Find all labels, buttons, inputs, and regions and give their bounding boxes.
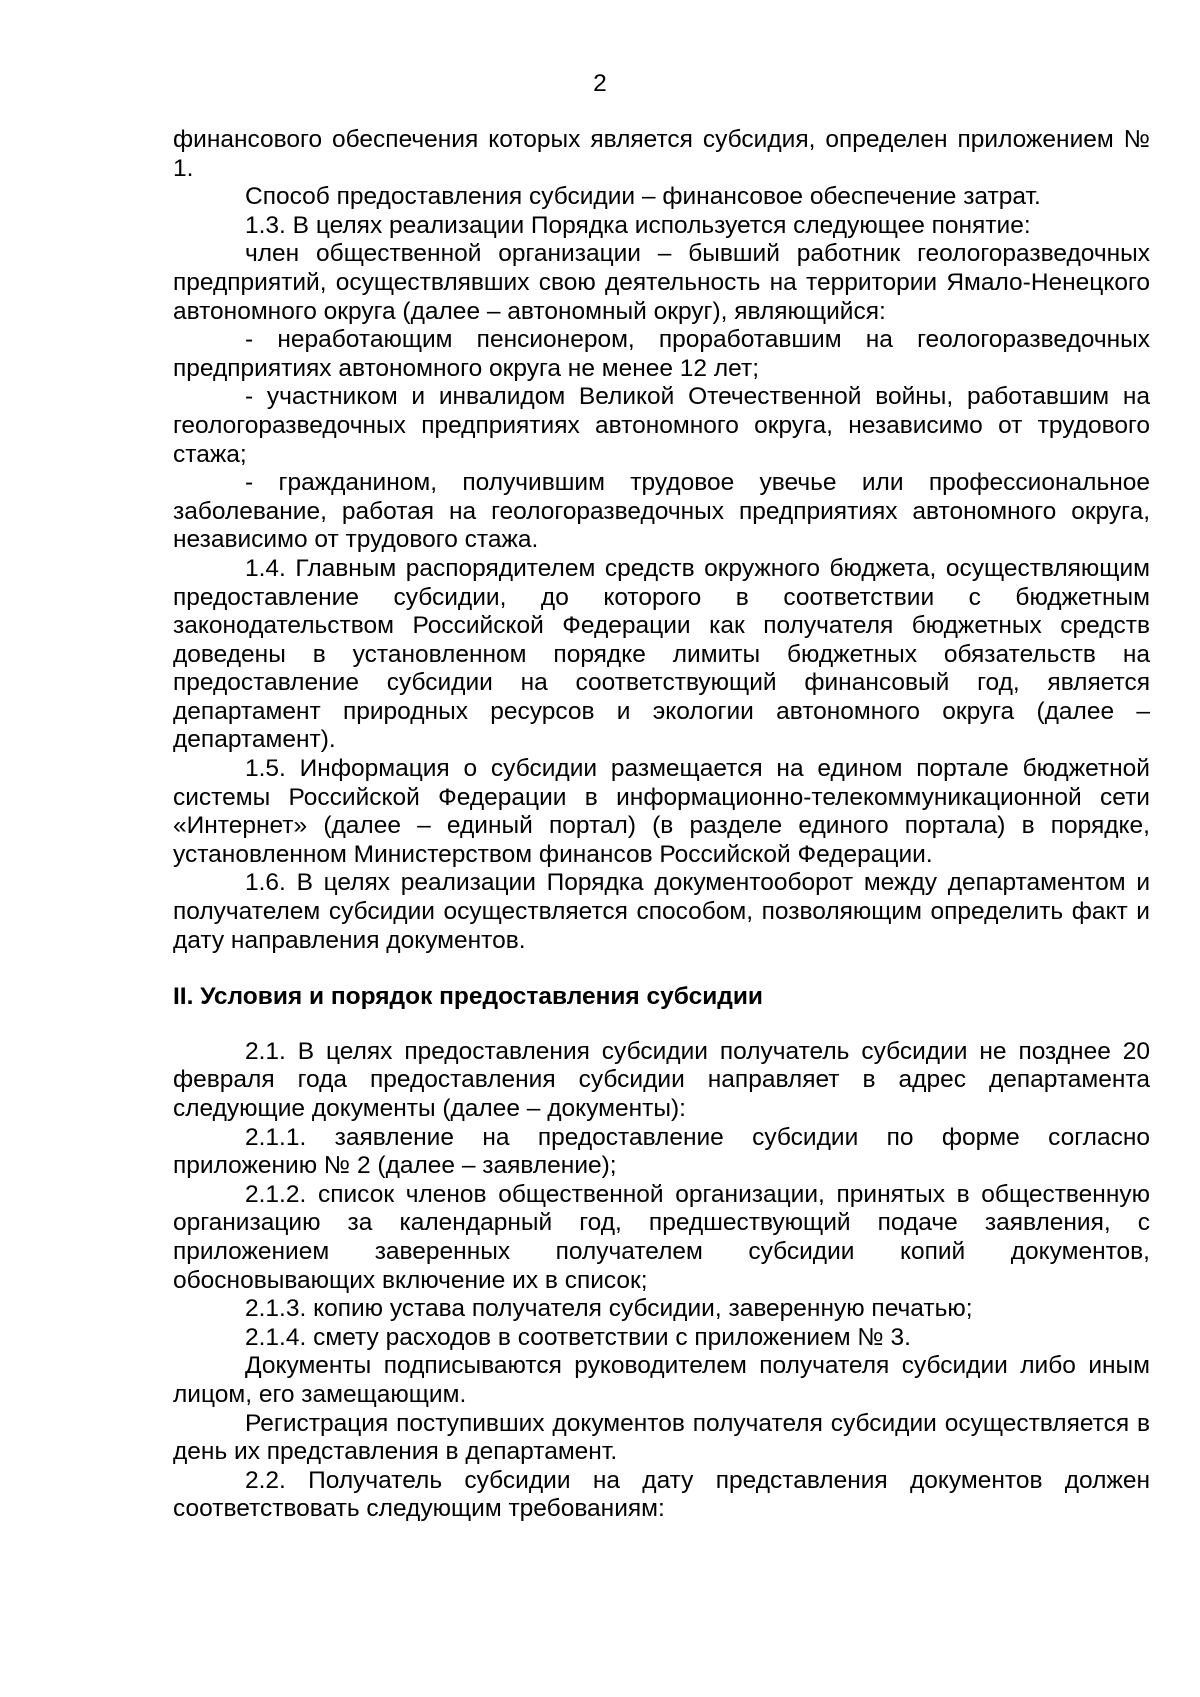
paragraph-2-1: 2.1. В целях предоставления субсидии получатель субсидии не позднее 20 февраля года предоставления субсидии направляет в адрес департамента следующие документы (далее – документы):	[173, 1037, 1150, 1122]
section-heading: II. Условия и порядок предоставления субсидии	[173, 983, 763, 1011]
paragraph-2-1-3: 2.1.3. копию устава получателя субсидии, заверенную печатью;	[245, 1295, 973, 1323]
paragraph-2-1-1: 2.1.1. заявление на предоставление субсидии по форме согласно приложению № 2 (далее – заявление);	[173, 1123, 1150, 1180]
document-body	[173, 126, 1150, 1524]
paragraph-member-definition: член общественной организации – бывший работник геологоразведочных предприятий, осуществлявших свою деятельность на территории Ямало-Ненецкого автономного округа (далее – автономный округ), являющийся:	[173, 240, 1150, 325]
page-number: 2	[593, 70, 607, 97]
paragraph-continuation: финансового обеспечения которых является субсидия, определен приложением № 1.	[173, 126, 1150, 182]
paragraph-1-5: 1.5. Информация о субсидии размещается на едином портале бюджетной системы Российской Федерации в информационно-телекоммуникационной сети «Интернет» (далее – единый портал) (в разделе единого портала) в порядке, установленном Министерством финансов Российской Федерации.	[173, 755, 1150, 868]
paragraph-2-1-2: 2.1.2. список членов общественной организации, принятых в общественную организацию за календарный год, предшествующий подаче заявления, с приложением заверенных получателем субсидии копий документов, обосновывающих включение их в список;	[173, 1180, 1150, 1294]
paragraph-1-4: 1.4. Главным распорядителем средств окружного бюджета, осуществляющим предоставление субсидии, до которого в соответствии с бюджетным законодательством Российской Федерации как получателя бюджетных средств доведены в установленном порядке лимиты бюджетных обязательств на предоставление субсидии на соответствующий финансовый год, является департамент природных ресурсов и экологии автономного округа (далее – департамент).	[173, 554, 1150, 754]
paragraph-2-2: 2.2. Получатель субсидии на дату представления документов должен соответствовать следующим требованиям:	[173, 1466, 1150, 1523]
paragraph-registration: Регистрация поступивших документов получателя субсидии осуществляется в день их представления в департамент.	[173, 1409, 1150, 1466]
paragraph-1-6: 1.6. В целях реализации Порядка документооборот между департаментом и получателем субсидии осуществляется способом, позволяющим определить факт и дату направления документов.	[173, 869, 1150, 954]
list-item-pensioner: - неработающим пенсионером, проработавшим на геологоразведочных предприятиях автономного округа не менее 12 лет;	[173, 326, 1150, 382]
paragraph-1-3: 1.3. В целях реализации Порядка используется следующее понятие:	[245, 211, 1031, 239]
list-item-injured-citizen: - гражданином, получившим трудовое увечье или профессиональное заболевание, работая на геологоразведочных предприятиях автономного округа, независимо от трудового стажа.	[173, 469, 1150, 554]
list-item-veteran: - участником и инвалидом Великой Отечественной войны, работавшим на геологоразведочных предприятиях автономного округа, независимо от трудового стажа;	[173, 383, 1150, 468]
paragraph-signing: Документы подписываются руководителем получателя субсидии либо иным лицом, его замещающим.	[173, 1352, 1150, 1408]
paragraph-2-1-4: 2.1.4. смету расходов в соответствии с приложением № 3.	[245, 1323, 911, 1351]
paragraph-subsidy-method: Способ предоставления субсидии – финансовое обеспечение затрат.	[245, 183, 1041, 211]
